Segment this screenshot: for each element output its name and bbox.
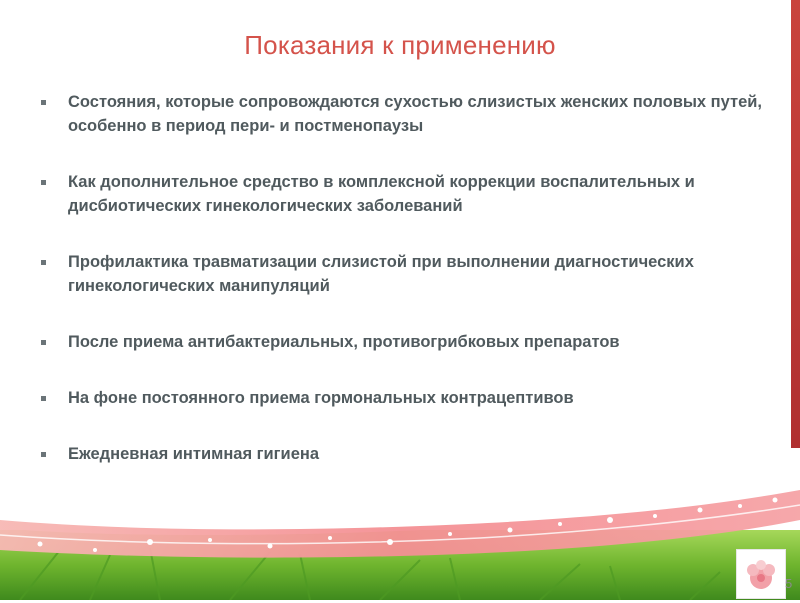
list-item xyxy=(40,330,790,354)
bullet-marker-icon xyxy=(41,396,46,401)
bullet-marker-icon xyxy=(41,452,46,457)
bullet-marker-icon xyxy=(41,180,46,185)
right-accent-bar xyxy=(791,0,800,448)
flower-logo-icon xyxy=(736,549,786,599)
bullet-marker-icon xyxy=(41,100,46,105)
page-number: 5 xyxy=(785,576,793,591)
list-item xyxy=(40,442,790,466)
bullet-marker-icon xyxy=(41,340,46,345)
list-item-text: Как дополнительное средство в комплексной коррекции воспалительных и дисбиотических гинекологических заболеваний xyxy=(68,173,695,215)
footer-graphic xyxy=(0,480,800,600)
slide-title: Показания к применению xyxy=(244,30,556,60)
list-item-text: Ежедневная интимная гигиена xyxy=(68,445,320,463)
list-item-text: После приема антибактериальных, противогрибковых препаратов xyxy=(68,333,620,351)
decorative-footer xyxy=(0,480,800,600)
list-item-text: На фоне постоянного приема гормональных контрацептивов xyxy=(68,389,574,407)
list-item xyxy=(40,250,790,298)
list-item xyxy=(40,90,790,138)
list-item xyxy=(40,170,790,218)
list-item-text: Состояния, которые сопровождаются сухостью слизистых женских половых путей, особенно в период пери- и постменопаузы xyxy=(68,93,763,135)
list-item xyxy=(40,386,790,410)
bullet-marker-icon xyxy=(41,260,46,265)
list-item-text: Профилактика травматизации слизистой при выполнении диагностических гинекологических манипуляций xyxy=(68,253,694,295)
indications-list xyxy=(40,90,790,498)
